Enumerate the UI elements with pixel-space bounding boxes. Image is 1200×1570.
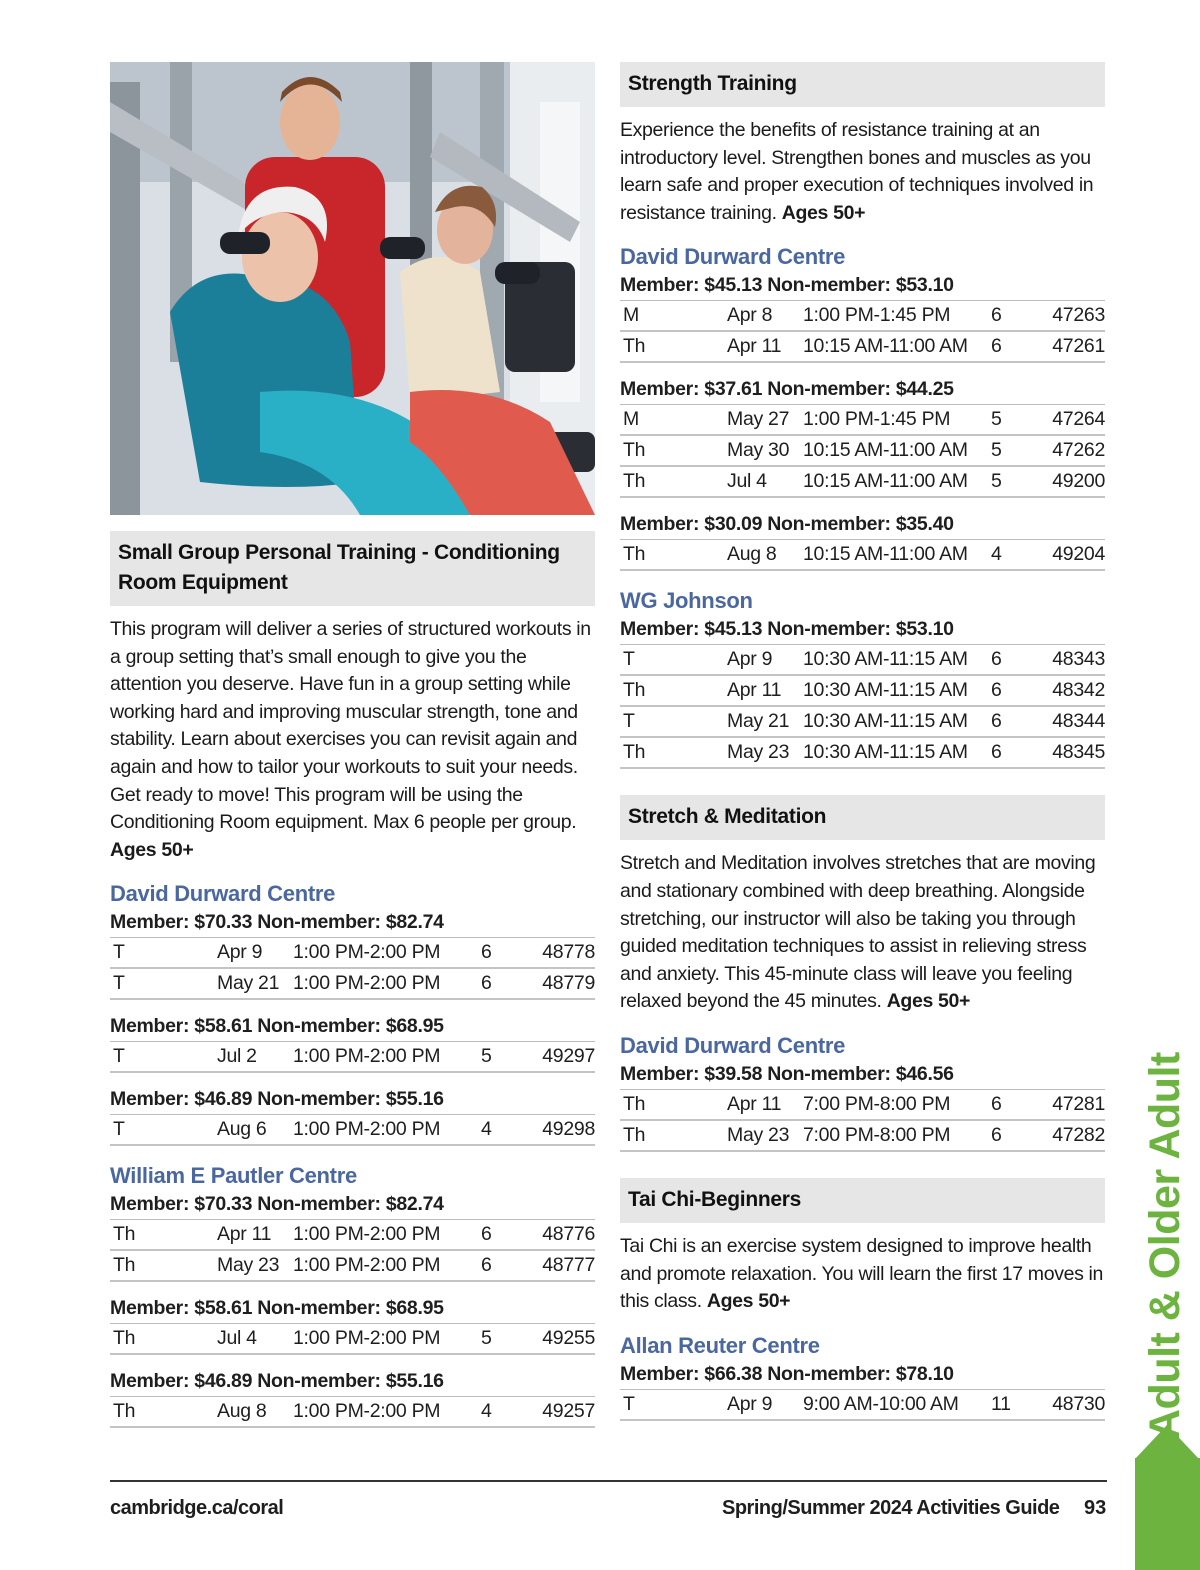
day-cell: Th [113,1327,136,1350]
schedule-row [620,707,1105,738]
time-cell: 10:30 AM-11:15 AM [803,741,968,764]
side-tab-label: Adult & Older Adult [1141,1052,1189,1440]
schedule-row [110,1397,595,1428]
course-code-cell: 48342 [1052,679,1105,702]
date-cell: Aug 6 [217,1118,267,1141]
left-schedule [110,880,595,1428]
time-cell: 1:00 PM-2:00 PM [293,1254,441,1277]
day-cell: Th [623,335,646,358]
day-cell: Th [113,1223,136,1246]
schedule-row [620,467,1105,498]
date-cell: May 30 [727,439,790,462]
time-cell: 10:30 AM-11:15 AM [803,710,968,733]
schedule-row [620,436,1105,467]
time-cell: 10:15 AM-11:00 AM [803,470,968,493]
schedule-row [620,1090,1105,1121]
schedule-table [110,1323,595,1355]
location-name: William E Pautler Centre [110,1163,357,1189]
course-code-cell: 47281 [1052,1092,1105,1115]
date-cell: Jul 4 [727,470,767,493]
course-code-cell: 49298 [542,1118,595,1141]
course-code-cell: 49200 [1052,470,1105,493]
location-name: David Durward Centre [620,1032,846,1058]
schedule-row [620,1390,1105,1421]
day-cell: Th [623,1092,646,1115]
course-code-cell: 47282 [1052,1123,1105,1146]
schedule-table [620,1089,1105,1152]
location-name: WG Johnson [620,588,753,614]
price-line: Member: $46.89 Non-member: $55.16 [110,1088,444,1111]
side-tab [1135,1458,1200,1570]
date-cell: Aug 8 [217,1400,267,1423]
date-cell: May 21 [217,972,280,995]
sessions-cell: 6 [481,941,492,964]
price-line: Member: $45.13 Non-member: $53.10 [620,618,954,641]
sessions-cell: 4 [991,543,1002,566]
fitness-photo [110,62,595,515]
page-number: 93 [1084,1497,1107,1519]
time-cell: 1:00 PM-2:00 PM [293,1223,441,1246]
day-cell: T [113,972,125,995]
time-cell: 1:00 PM-2:00 PM [293,1327,441,1350]
sessions-cell: 6 [481,1223,492,1246]
day-cell: Th [623,543,646,566]
price-line: Member: $45.13 Non-member: $53.10 [620,274,954,297]
schedule-table [110,937,595,1000]
course-code-cell: 48779 [542,972,595,995]
day-cell: Th [113,1400,136,1423]
price-line: Member: $70.33 Non-member: $82.74 [110,1193,444,1216]
price-line: Member: $58.61 Non-member: $68.95 [110,1297,444,1320]
section-description: Stretch and Meditation involves stretches that are moving and stationary combined with deep breathing. Alongside stretching, our instructor will also be taking you through guided meditation techniques to assist in relieving stress and anxiety. This 45-minute class will leave you feeling relaxed beyond the 45 minutes. Ages 50+ [620,852,1096,1013]
sessions-cell: 6 [991,648,1002,671]
location-name: Allan Reuter Centre [620,1332,820,1358]
sessions-cell: 4 [481,1118,492,1141]
time-cell: 1:00 PM-1:45 PM [803,304,951,327]
sessions-cell: 5 [481,1045,492,1068]
day-cell: M [623,304,639,327]
schedule-row [110,1042,595,1073]
date-cell: Apr 11 [727,1092,782,1115]
time-cell: 1:00 PM-2:00 PM [293,972,441,995]
sessions-cell: 6 [991,679,1002,702]
day-cell: Th [623,679,646,702]
schedule-row [110,1115,595,1146]
course-code-cell: 48730 [1052,1392,1105,1415]
right-column [620,62,1105,1421]
schedule-row [110,1251,595,1282]
time-cell: 1:00 PM-2:00 PM [293,1400,441,1423]
schedule-row [620,676,1105,707]
sessions-cell: 6 [481,972,492,995]
date-cell: Aug 8 [727,543,777,566]
time-cell: 10:15 AM-11:00 AM [803,543,968,566]
location-name: David Durward Centre [620,244,846,270]
schedule-table [620,1389,1105,1421]
sessions-cell: 6 [991,1123,1002,1146]
time-cell: 10:15 AM-11:00 AM [803,335,968,358]
section-description: This program will deliver a series of structured workouts in a group setting that’s small enough to give you the attention you deserve. Have fun in a group setting while working hard and improving muscular strength, tone and stability. Learn about exercises you can revisit again and again and how to tailor your workouts to suit your needs. Get ready to move! This program will be using the Conditioning Room equipment. Max 6 people per group. Ages 50+ [110,618,591,861]
schedule-table [110,1396,595,1428]
day-cell: T [113,1045,125,1068]
sessions-cell: 6 [991,1092,1002,1115]
time-cell: 1:00 PM-1:45 PM [803,408,951,431]
price-line: Member: $70.33 Non-member: $82.74 [110,911,444,934]
course-code-cell: 49257 [542,1400,595,1423]
course-code-cell: 47264 [1052,408,1105,431]
section-description: Tai Chi is an exercise system designed to improve health and promote relaxation. You will learn the first 17 moves in this class. Ages 50+ [620,1234,1104,1313]
time-cell: 7:00 PM-8:00 PM [803,1092,951,1115]
sessions-cell: 6 [991,741,1002,764]
strength-schedule [620,243,1105,769]
date-cell: May 23 [727,1123,790,1146]
price-line: Member: $58.61 Non-member: $68.95 [110,1015,444,1038]
schedule-row [620,301,1105,332]
course-code-cell: 48776 [542,1223,595,1246]
course-code-cell: 48345 [1052,741,1105,764]
schedule-row [620,1121,1105,1152]
section-heading-taichi: Tai Chi-Beginners [620,1178,1105,1223]
sessions-cell: 4 [481,1400,492,1423]
section-heading-strength: Strength Training [620,62,1105,107]
course-code-cell: 47262 [1052,439,1105,462]
price-line: Member: $37.61 Non-member: $44.25 [620,378,954,401]
date-cell: Apr 11 [217,1223,272,1246]
course-code-cell: 48344 [1052,710,1105,733]
sessions-cell: 6 [991,710,1002,733]
sessions-cell: 5 [991,470,1002,493]
sessions-cell: 6 [991,304,1002,327]
course-code-cell: 47261 [1052,335,1105,358]
date-cell: May 21 [727,710,790,733]
schedule-row [620,332,1105,363]
price-line: Member: $30.09 Non-member: $35.40 [620,513,954,536]
section-heading-stretch: Stretch & Meditation [620,795,1105,840]
time-cell: 10:15 AM-11:00 AM [803,439,968,462]
course-code-cell: 48778 [542,941,595,964]
date-cell: Apr 9 [217,941,263,964]
time-cell: 9:00 AM-10:00 AM [803,1392,959,1415]
date-cell: May 23 [217,1254,280,1277]
taichi-schedule [620,1332,1105,1421]
day-cell: Th [623,470,646,493]
day-cell: T [623,648,635,671]
time-cell: 1:00 PM-2:00 PM [293,1118,441,1141]
date-cell: Jul 2 [217,1045,257,1068]
schedule-row [620,645,1105,676]
location-name: David Durward Centre [110,881,336,907]
sessions-cell: 5 [991,439,1002,462]
day-cell: T [623,1392,635,1415]
schedule-row [620,540,1105,571]
course-code-cell: 48343 [1052,648,1105,671]
course-code-cell: 47263 [1052,304,1105,327]
sessions-cell: 5 [991,408,1002,431]
schedule-table [110,1041,595,1073]
footer-rule [110,1480,1107,1482]
date-cell: Apr 11 [727,335,782,358]
schedule-row [110,969,595,1000]
sessions-cell: 6 [481,1254,492,1277]
footer-website: cambridge.ca/coral [110,1497,284,1519]
section-description: Experience the benefits of resistance training at an introductory level. Strengthen bones and muscles as you learn safe and proper execution of techniques involved in resistance training. Ages 50+ [620,119,1094,224]
date-cell: Jul 4 [217,1327,257,1350]
schedule-row [110,1220,595,1251]
time-cell: 1:00 PM-2:00 PM [293,1045,441,1068]
price-line: Member: $66.38 Non-member: $78.10 [620,1362,954,1385]
course-code-cell: 48777 [542,1254,595,1277]
day-cell: T [623,710,635,733]
left-column [110,62,595,1428]
schedule-table [110,1114,595,1146]
date-cell: Apr 9 [727,1392,773,1415]
schedule-table [620,539,1105,571]
date-cell: Apr 11 [727,679,782,702]
schedule-table [620,404,1105,498]
schedule-row [110,1324,595,1355]
price-line: Member: $39.58 Non-member: $46.56 [620,1062,954,1085]
day-cell: Th [623,741,646,764]
day-cell: T [113,1118,125,1141]
day-cell: Th [113,1254,136,1277]
sessions-cell: 11 [991,1392,1011,1415]
day-cell: Th [623,1123,646,1146]
date-cell: May 27 [727,408,790,431]
footer-guide-title: Spring/Summer 2024 Activities Guide [722,1497,1060,1519]
price-line: Member: $46.89 Non-member: $55.16 [110,1370,444,1393]
day-cell: T [113,941,125,964]
sessions-cell: 6 [991,335,1002,358]
day-cell: M [623,408,639,431]
time-cell: 10:30 AM-11:15 AM [803,679,968,702]
date-cell: Apr 8 [727,304,773,327]
date-cell: May 23 [727,741,790,764]
schedule-table [620,644,1105,769]
schedule-row [110,938,595,969]
course-code-cell: 49297 [542,1045,595,1068]
schedule-row [620,405,1105,436]
time-cell: 7:00 PM-8:00 PM [803,1123,951,1146]
course-code-cell: 49204 [1052,543,1105,566]
day-cell: Th [623,439,646,462]
schedule-table [110,1219,595,1282]
date-cell: Apr 9 [727,648,773,671]
sessions-cell: 5 [481,1327,492,1350]
time-cell: 10:30 AM-11:15 AM [803,648,968,671]
time-cell: 1:00 PM-2:00 PM [293,941,441,964]
stretch-schedule [620,1032,1105,1152]
course-code-cell: 49255 [542,1327,595,1350]
schedule-table [620,300,1105,363]
section-heading-small-group: Small Group Personal Training - Conditioning Room Equipment [110,531,595,606]
schedule-row [620,738,1105,769]
